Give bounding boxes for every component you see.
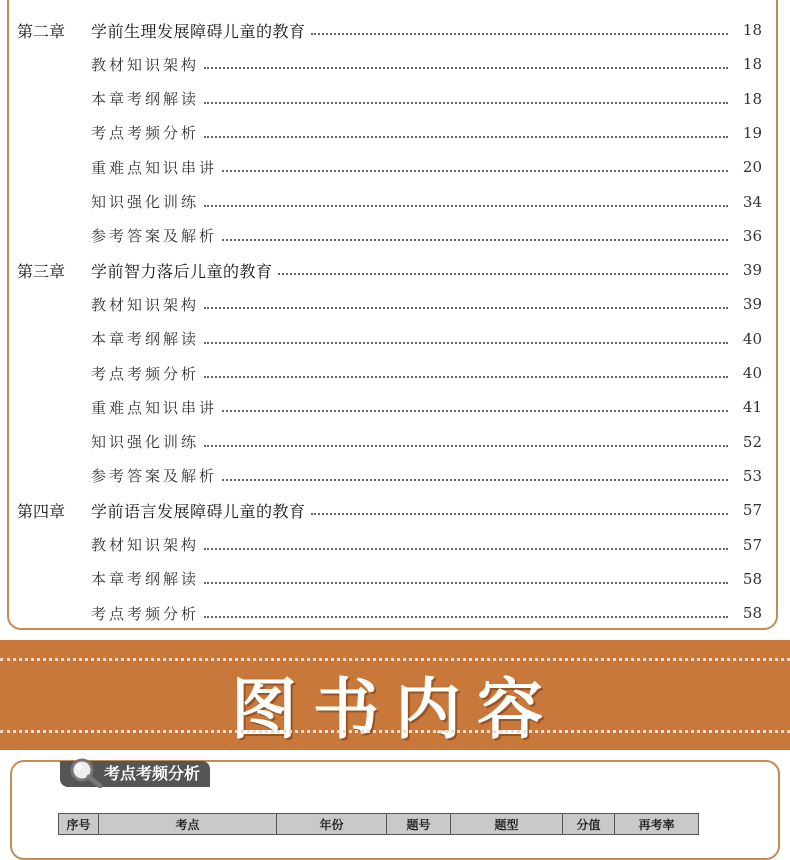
toc-dot-leader: [222, 237, 728, 241]
toc-section-row: [9, 82, 776, 116]
toc-entry-title: 知识强化训练: [91, 431, 202, 452]
toc-chapter-number: 第四章: [17, 501, 66, 521]
toc-section-row: [9, 562, 776, 596]
toc-page-number: 39: [742, 261, 762, 280]
toc-entry-title: 本章考纲解读: [91, 568, 202, 589]
toc-entry-title: 知识强化训练: [91, 191, 202, 212]
toc-page-number: 19: [742, 123, 762, 142]
table-header-cell: 序号: [59, 814, 99, 835]
toc-page-number: 41: [742, 398, 762, 417]
toc-dot-leader: [204, 443, 728, 447]
toc-page-number: 58: [742, 569, 762, 588]
toc-dot-leader: [222, 408, 728, 412]
toc-dot-leader: [204, 100, 728, 104]
toc-dot-leader: [204, 305, 728, 309]
toc-section-row: [9, 116, 776, 150]
toc-chapter-row: [9, 493, 776, 527]
toc-dot-leader: [204, 614, 728, 618]
toc-section-row: [9, 459, 776, 493]
toc-entry-title: 学前智力落后儿童的教育: [91, 259, 276, 282]
toc-entry-title: 教材知识架构: [91, 534, 202, 555]
toc-section-row: [9, 425, 776, 459]
toc-entry-title: 参考答案及解析: [91, 465, 220, 486]
toc-dot-leader: [311, 511, 728, 515]
table-header-row: [59, 814, 699, 835]
frequency-table: [58, 813, 699, 835]
toc-chapter-number: 第二章: [17, 21, 66, 41]
toc-section-row: [9, 356, 776, 390]
toc-page-number: 39: [742, 295, 762, 314]
toc-section-row: [9, 528, 776, 562]
toc-entry-title: 本章考纲解读: [91, 328, 202, 349]
toc-page-number: 18: [742, 21, 762, 39]
table-header-cell: 考点: [99, 814, 277, 835]
toc-page-number: 53: [742, 466, 762, 485]
toc-section-row: [9, 322, 776, 356]
toc-entry-title: 考点考频分析: [91, 603, 202, 624]
toc-dot-leader: [222, 477, 728, 481]
toc-page-number: 52: [742, 432, 762, 451]
toc-page-number: 58: [742, 604, 762, 623]
toc-entry-title: 学前语言发展障碍儿童的教育: [91, 499, 309, 522]
toc-chapter-number: 第三章: [17, 261, 66, 281]
toc-section-row: [9, 185, 776, 219]
table-header-cell: 题号: [387, 814, 451, 835]
toc-dot-leader: [311, 31, 728, 35]
toc-entry-title: 参考答案及解析: [91, 225, 220, 246]
toc-dot-leader: [222, 168, 728, 172]
toc-page-number: 20: [742, 158, 762, 177]
toc-page-number: 57: [742, 535, 762, 554]
table-header-cell: 年份: [277, 814, 387, 835]
toc-dot-leader: [204, 374, 728, 378]
toc-entry-title: 教材知识架构: [91, 54, 202, 75]
toc-section-row: [9, 219, 776, 253]
magnifier-icon: [66, 756, 106, 788]
toc-dot-leader: [204, 546, 728, 550]
toc-dot-leader: [204, 340, 728, 344]
toc-page-number: 18: [742, 89, 762, 108]
table-header-cell: 题型: [451, 814, 563, 835]
table-header-cell: 再考率: [615, 814, 699, 835]
toc-dot-leader: [204, 203, 728, 207]
section-tag-label: 考点考频分析: [60, 761, 210, 787]
banner-title: 图书内容: [231, 671, 559, 748]
toc-dot-leader: [204, 65, 728, 69]
toc-section-row: [9, 287, 776, 321]
table-header-cell: 分值: [563, 814, 615, 835]
toc-page-number: 40: [742, 364, 762, 382]
toc-chapter-row: [9, 13, 776, 47]
toc-dot-leader: [204, 134, 728, 138]
toc-entry-title: 本章考纲解读: [91, 88, 202, 109]
toc-entry-title: 教材知识架构: [91, 294, 202, 315]
toc-dot-leader: [278, 271, 728, 275]
toc-page-number: 57: [742, 501, 762, 520]
table-of-contents: [7, 0, 778, 630]
toc-section-row: [9, 390, 776, 424]
toc-entry-title: 考点考频分析: [91, 122, 202, 143]
toc-entry-title: 重难点知识串讲: [91, 157, 220, 178]
toc-page-number: 36: [742, 226, 762, 245]
toc-page-number: 18: [742, 55, 762, 74]
toc-page-number: 40: [742, 329, 762, 348]
toc-page-number: 34: [742, 192, 762, 211]
banner-dotted-line-bottom: [0, 730, 790, 733]
toc-entry-title: 考点考频分析: [91, 363, 202, 384]
toc-section-row: [9, 47, 776, 81]
toc-chapter-row: [9, 253, 776, 287]
toc-entry-title: 学前生理发展障碍儿童的教育: [91, 19, 309, 42]
toc-section-row: [9, 150, 776, 184]
toc-section-row: [9, 596, 776, 630]
toc-dot-leader: [204, 580, 728, 584]
toc-entry-title: 重难点知识串讲: [91, 397, 220, 418]
section-banner: [0, 640, 790, 750]
